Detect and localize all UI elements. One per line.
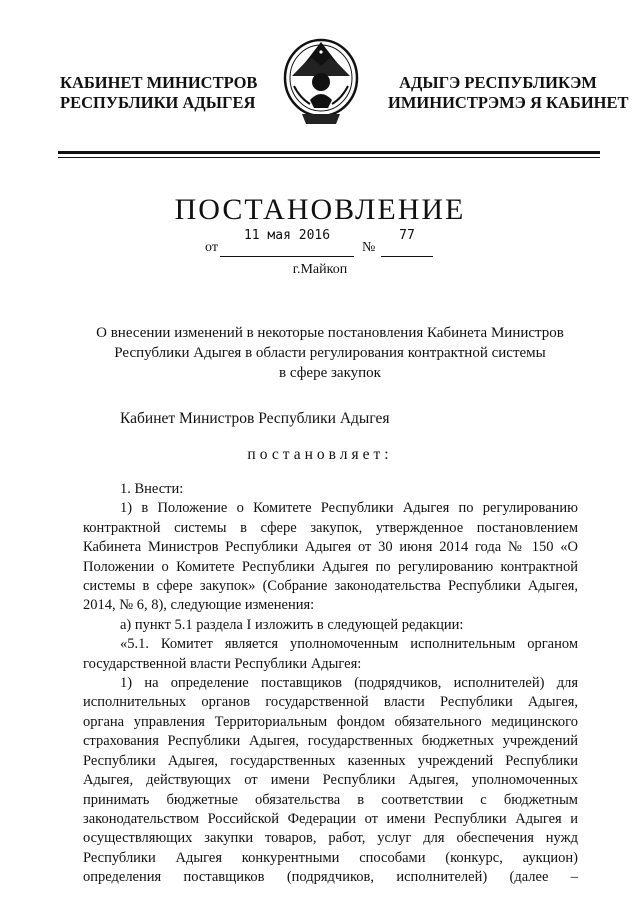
date-label: от — [205, 240, 218, 255]
subject-line: Республики Адыгея в области регулирования контрактной системы — [114, 345, 546, 361]
subject-line: О внесении изменений в некоторые постановления Кабинета Министров — [96, 325, 564, 341]
header-right-line-1: АДЫГЭ РЕСПУБЛИКЭМ — [399, 73, 597, 92]
body-line: Адыгея, действующих от имени Республики Адыгея, уполномоченных — [83, 772, 578, 789]
body-line: Положении о Комитете Республики Адыгея по регулированию контрактной — [83, 558, 578, 575]
body-line: «5.1. Комитет является уполномоченным исполнительным органом — [120, 636, 578, 653]
body-line: 2014, № 6, 8), следующие изменения: — [83, 597, 315, 614]
date-number-row — [0, 225, 640, 261]
body-line: Кабинета Министров Республики Адыгея от 30 июня 2014 года № 150 «О — [83, 539, 578, 556]
body-line: системы в сфере закупок» (Собрание законодательства Республики Адыгея, — [83, 578, 578, 595]
subject-heading — [60, 323, 600, 383]
header-left-line-1: КАБИНЕТ МИНИСТРОВ — [60, 73, 258, 92]
body-line: 1) на определение поставщиков (подрядчиков, исполнителей) для — [120, 675, 578, 692]
body-line: 1. Внести: — [120, 481, 184, 497]
republic-of-adygea-coat-of-arms-icon — [280, 28, 362, 138]
date-underline — [220, 256, 354, 257]
document-title: ПОСТАНОВЛЕНИЕ — [174, 193, 466, 226]
body-line: Республики Адыгея конкурентными способами (конкурс, аукцион) — [83, 849, 578, 866]
number-label: № — [362, 240, 376, 255]
body-line: государственной власти Республики Адыгея: — [83, 655, 362, 672]
body-line: осуществляющих закупки товаров, работ, услуг для обеспечения нужд — [83, 830, 578, 847]
subject-line: в сфере закупок — [279, 365, 381, 381]
body-line: принимать бюджетные обязательства в соответствии с бюджетным — [83, 791, 578, 808]
header-rule-thin — [58, 157, 600, 158]
header-left-line-2: РЕСПУБЛИКИ АДЫГЕЯ — [60, 93, 256, 112]
body-line: определения поставщиков (подрядчиков, исполнителей) (далее – — [83, 869, 578, 886]
header-right-line-2: ИМИНИСТРЭМЭ Я КАБИНЕТ — [388, 93, 629, 112]
body-line: законодательством Российской Федерации от имени Республики Адыгея и — [83, 810, 578, 827]
body-line: органа управления Территориальным фондом обязательного медицинского — [83, 713, 578, 730]
header-rule-thick — [58, 151, 600, 154]
issuer-line: Кабинет Министров Республики Адыгея — [120, 410, 390, 427]
header-right-adyghe — [388, 73, 629, 113]
decree-word: постановляет: — [247, 446, 393, 463]
body-line: страхования Республики Адыгея, государственных бюджетных учреждений — [83, 733, 578, 750]
city: г.Майкоп — [292, 262, 348, 277]
body-line: исполнительных органов государственной власти Республики Адыгея, — [83, 694, 578, 711]
body-line: 1) в Положение о Комитете Республики Адыгея по регулированию — [120, 500, 578, 517]
body-line: контрактной системы в сфере закупок, утвержденное постановлением — [83, 519, 578, 536]
number-underline — [381, 256, 433, 257]
document-body — [83, 480, 578, 888]
body-line: Республики Адыгея, государственных казенных учреждений Республики — [83, 752, 578, 769]
date-value: 11 мая 2016 — [243, 228, 331, 243]
body-line: а) пункт 5.1 раздела I изложить в следующей редакции: — [120, 616, 464, 633]
number-value: 77 — [399, 228, 415, 243]
header-left-russian — [60, 73, 258, 113]
